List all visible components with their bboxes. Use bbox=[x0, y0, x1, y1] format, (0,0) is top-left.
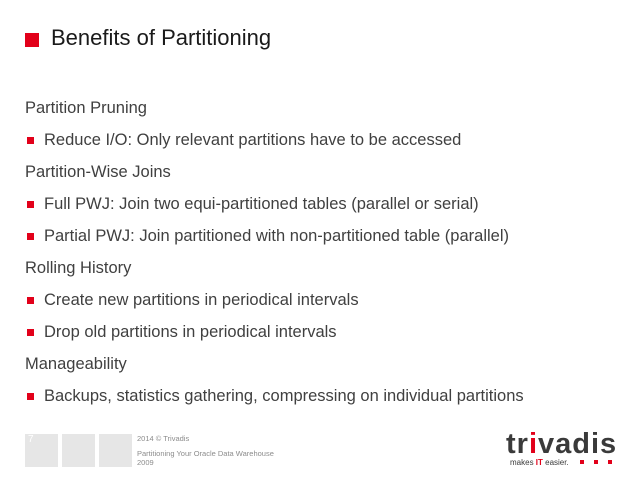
bullet-icon bbox=[27, 297, 34, 304]
bullet-reduce-io bbox=[25, 128, 628, 160]
logo-text-suffix: vadis bbox=[538, 428, 618, 460]
footer-year: 2009 bbox=[137, 458, 154, 467]
bullet-icon bbox=[27, 329, 34, 336]
bullet-text: Backups, statistics gathering, compressing on individual partitions bbox=[44, 387, 524, 405]
bullet-backups bbox=[25, 384, 628, 416]
bullet-create-partitions bbox=[25, 288, 628, 320]
bullet-text: Drop old partitions in periodical intervals bbox=[44, 323, 337, 341]
bullet-icon bbox=[27, 393, 34, 400]
logo-dot bbox=[580, 460, 584, 464]
logo-dot bbox=[594, 460, 598, 464]
tagline-post: easier. bbox=[542, 458, 569, 467]
logo-dot bbox=[608, 460, 612, 464]
footer-box-decor-1 bbox=[62, 434, 95, 467]
bullet-text: Create new partitions in periodical intervals bbox=[44, 291, 359, 309]
bullet-text: Partial PWJ: Join partitioned with non-partitioned table (parallel) bbox=[44, 227, 509, 245]
tagline-accent: IT bbox=[535, 458, 543, 467]
trivadis-logo bbox=[506, 428, 617, 461]
title-marker bbox=[25, 33, 39, 47]
logo-tagline bbox=[510, 458, 569, 467]
bullet-icon bbox=[27, 233, 34, 240]
logo-text-accent: i bbox=[528, 428, 539, 460]
heading-partition-wise-joins: Partition-Wise Joins bbox=[25, 163, 171, 181]
footer-box-decor-2 bbox=[99, 434, 132, 467]
heading-rolling-history: Rolling History bbox=[25, 259, 132, 277]
footer-presentation-title: Partitioning Your Oracle Data Warehouse bbox=[137, 449, 274, 458]
bullet-full-pwj bbox=[25, 192, 628, 224]
bullet-icon bbox=[27, 137, 34, 144]
bullet-text: Full PWJ: Join two equi-partitioned tables (parallel or serial) bbox=[44, 195, 479, 213]
bullet-icon bbox=[27, 201, 34, 208]
bullet-partial-pwj bbox=[25, 224, 628, 256]
page-number: 7 bbox=[28, 434, 34, 445]
slide-title: Benefits of Partitioning bbox=[51, 25, 272, 50]
tagline-pre: makes bbox=[510, 458, 536, 467]
logo-text-prefix: tr bbox=[506, 428, 529, 460]
slide-content bbox=[25, 96, 628, 416]
bullet-text: Reduce I/O: Only relevant partitions have to be accessed bbox=[44, 131, 462, 149]
heading-manageability: Manageability bbox=[25, 355, 127, 373]
footer-copyright: 2014 © Trivadis bbox=[137, 434, 190, 443]
bullet-drop-partitions bbox=[25, 320, 628, 352]
heading-partition-pruning: Partition Pruning bbox=[25, 99, 147, 117]
